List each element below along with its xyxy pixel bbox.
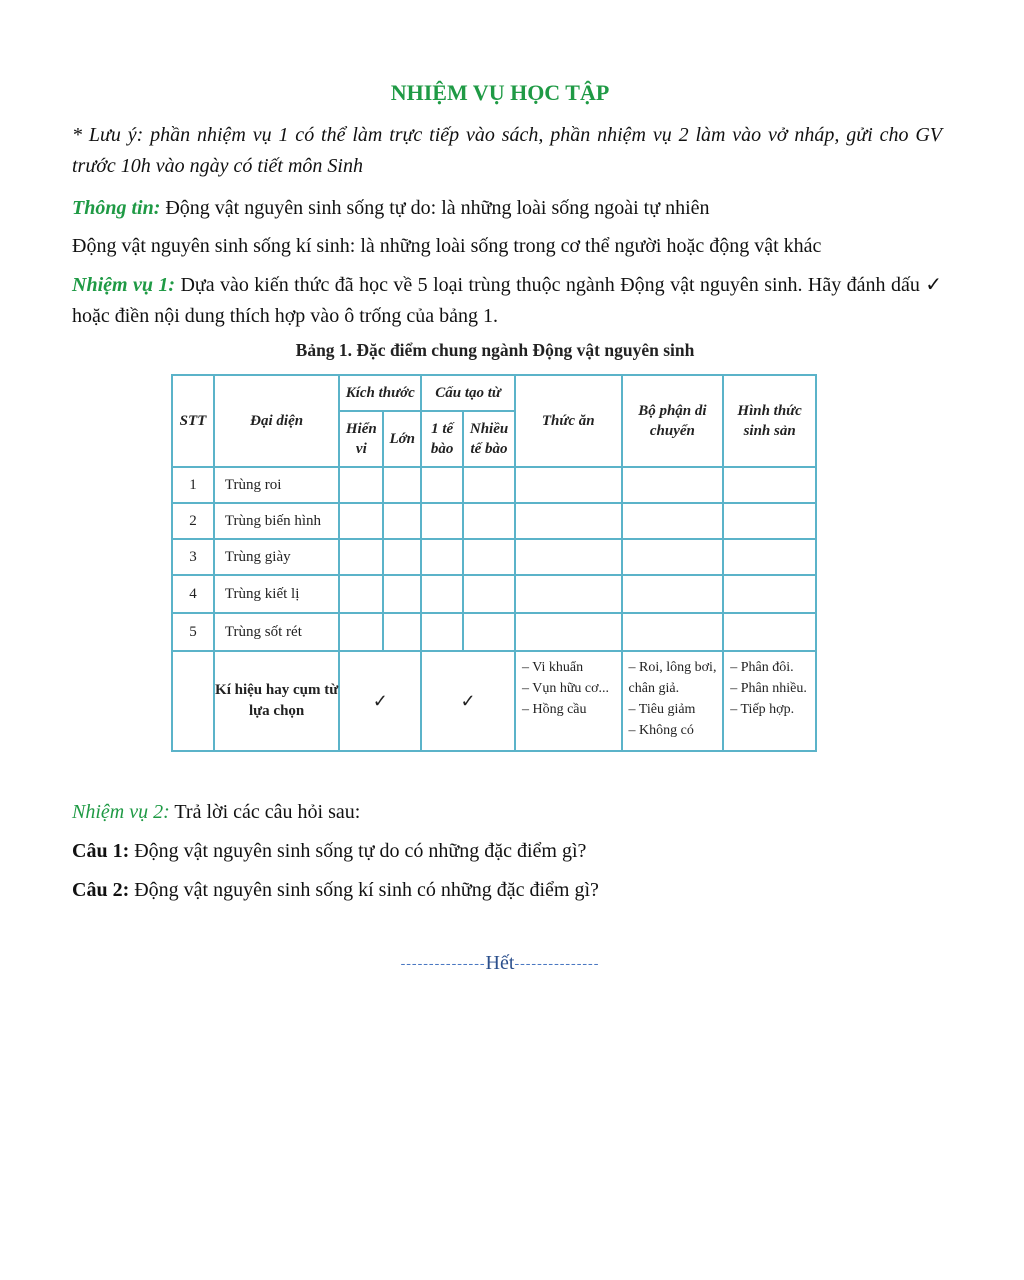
table-row [172,575,816,613]
choice-label: Kí hiệu hay cụm từ lựa chọn [214,651,339,751]
header-structure: Cấu tạo từ [421,375,515,411]
answer-cell[interactable] [622,503,724,539]
row-stt: 2 [172,503,214,539]
page-title: NHIỆM VỤ HỌC TẬP [390,80,610,105]
food-option: – Vi khuẩn [521,660,584,675]
header-size-large: Lớn [383,411,421,467]
food-options [515,651,622,751]
question-text: Động vật nguyên sinh sống kí sinh có những đặc điểm gì? [129,879,599,901]
answer-cell[interactable] [339,467,383,503]
answer-cell[interactable] [339,503,383,539]
task2-label: Nhiệm vụ 2: [72,801,170,823]
dashes-left: --------------- [400,956,486,972]
answer-cell[interactable] [723,539,816,575]
question-text: Động vật nguyên sinh sống tự do có những đặc điểm gì? [129,840,587,862]
answer-cell[interactable] [622,539,724,575]
end-marker [350,952,650,975]
answer-cell[interactable] [421,575,463,613]
size-check-mark: ✓ [339,651,421,751]
info-label: Thông tin: [72,197,161,219]
answer-cell[interactable] [723,613,816,651]
answer-cell[interactable] [622,467,724,503]
table-title: Bảng 1. Đặc điểm chung ngành Động vật nguyên sinh [295,340,695,360]
answer-cell[interactable] [723,575,816,613]
header-food: Thức ăn [515,375,622,467]
answer-cell[interactable] [723,467,816,503]
info-paragraph-2: Động vật nguyên sinh sống kí sinh: là những loài sống trong cơ thể người hoặc động vật khác [72,235,822,257]
task1-paragraph [72,270,942,332]
table-row [172,467,816,503]
header-size: Kích thước [339,375,421,411]
structure-check-mark: ✓ [421,651,515,751]
header-structure-one: 1 tế bào [421,411,463,467]
answer-cell[interactable] [339,575,383,613]
answer-cell[interactable] [622,613,724,651]
info-text-1: Động vật nguyên sinh sống tự do: là những loài sống ngoài tự nhiên [160,197,710,219]
answer-cell[interactable] [515,539,622,575]
reproduction-option: – Tiếp hợp. [730,702,795,717]
locomotion-options [622,651,724,751]
food-option: – Vụn hữu cơ... [521,681,610,696]
table-row [172,503,816,539]
answer-cell[interactable] [383,503,421,539]
table-row [172,613,816,651]
table-row [172,539,816,575]
task2-text: Trả lời các câu hỏi sau: [169,801,361,823]
reproduction-option: – Phân nhiều. [730,681,807,696]
answer-cell[interactable] [515,575,622,613]
header-structure-many: Nhiều tế bào [463,411,515,467]
row-stt: 1 [172,467,214,503]
answer-cell[interactable] [383,575,421,613]
header-locomotion: Bộ phận di chuyển [622,375,724,467]
food-option: – Hồng cầu [521,702,587,717]
answer-cell[interactable] [723,503,816,539]
dashes-right: --------------- [514,956,600,972]
characteristics-table [171,374,817,752]
reproduction-options [723,651,816,751]
end-text: Hết [485,952,515,974]
task1-label: Nhiệm vụ 1: [72,274,176,296]
answer-cell[interactable] [339,613,383,651]
answer-cell[interactable] [383,467,421,503]
row-stt: 5 [172,613,214,651]
answer-cell[interactable] [515,503,622,539]
reproduction-option: – Phân đôi. [730,660,794,675]
answer-cell[interactable] [421,539,463,575]
info-paragraph [72,193,942,224]
locomotion-option: – Không có [628,723,694,738]
task2-paragraph [72,797,942,828]
answer-cell[interactable] [421,467,463,503]
answer-cell[interactable] [463,575,515,613]
answer-cell[interactable] [383,613,421,651]
row-stt: 4 [172,575,214,613]
answer-cell[interactable] [463,503,515,539]
row-name: Trùng roi [214,467,339,503]
answer-cell[interactable] [421,503,463,539]
answer-cell[interactable] [463,613,515,651]
question-label: Câu 1: [72,840,130,862]
note-paragraph: * Lưu ý: phần nhiệm vụ 1 có thể làm trực tiếp vào sách, phần nhiệm vụ 2 làm vào vở nháp, gửi cho GV trước 10h vào ngày có tiết môn Sinh [72,124,942,177]
answer-cell[interactable] [421,613,463,651]
row-name: Trùng kiết lị [214,575,339,613]
answer-cell[interactable] [515,467,622,503]
empty-cell [172,651,214,751]
locomotion-option: – Tiêu giảm [628,702,696,717]
question-2 [72,875,942,906]
row-name: Trùng sốt rét [214,613,339,651]
row-stt: 3 [172,539,214,575]
question-label: Câu 2: [72,879,130,901]
answer-cell[interactable] [463,539,515,575]
answer-cell[interactable] [515,613,622,651]
header-size-micro: Hiển vi [339,411,383,467]
answer-cell[interactable] [622,575,724,613]
header-stt: STT [172,375,214,467]
answer-cell[interactable] [463,467,515,503]
answer-cell[interactable] [383,539,421,575]
choice-row [172,651,816,751]
header-representative: Đại diện [214,375,339,467]
row-name: Trùng biến hình [214,503,339,539]
question-1 [72,836,942,867]
answer-cell[interactable] [339,539,383,575]
task1-text: Dựa vào kiến thức đã học về 5 loại trùng thuộc ngành Động vật nguyên sinh. Hãy đánh dấu ✓ hoặc điền nội dung thích hợp vào ô trống của bảng 1. [72,274,942,327]
header-reproduction: Hình thức sinh sản [723,375,816,467]
locomotion-option: – Roi, lông bơi, chân giả. [628,660,717,696]
row-name: Trùng giày [214,539,339,575]
